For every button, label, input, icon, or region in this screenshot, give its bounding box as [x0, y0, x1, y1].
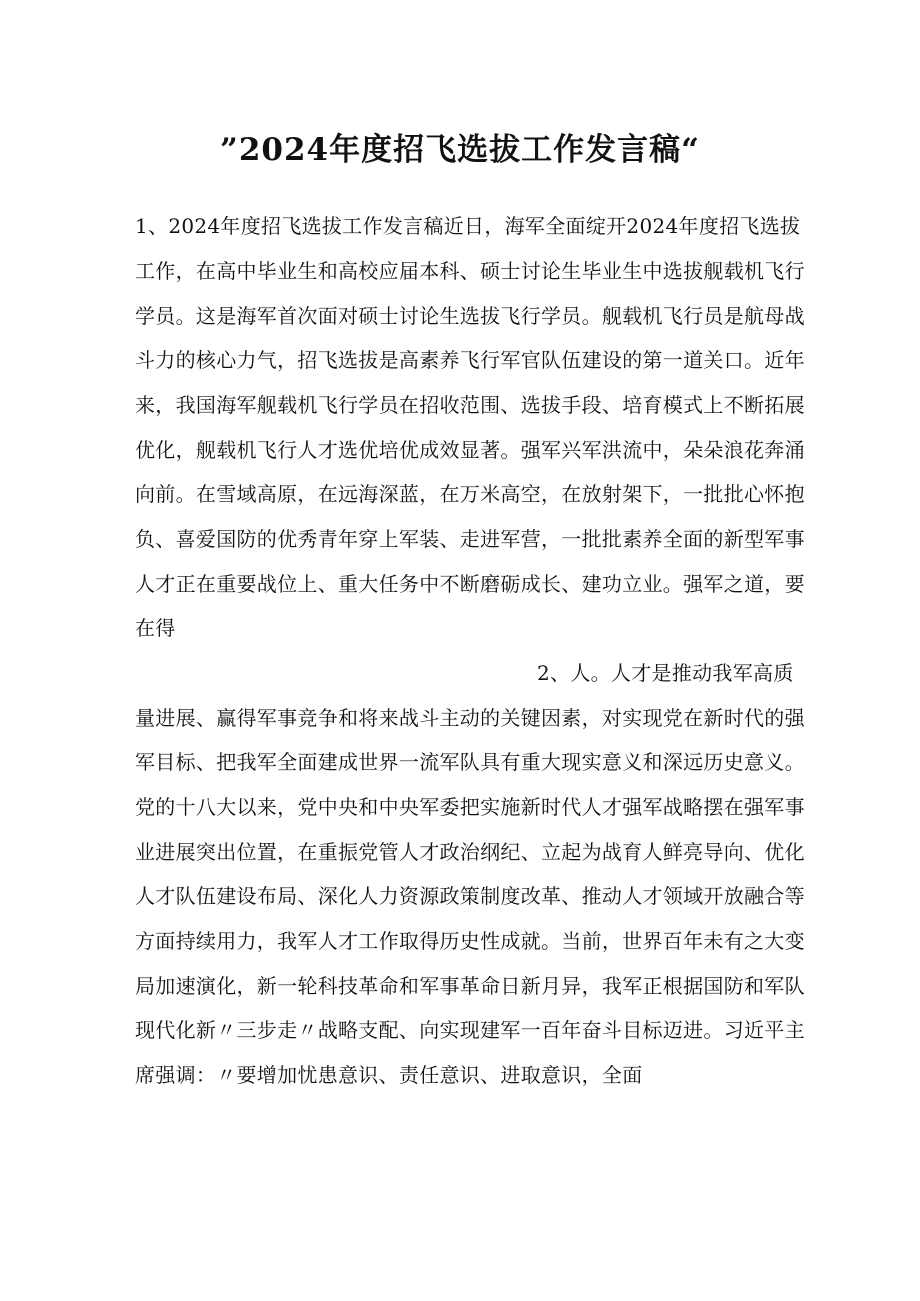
text-line: 2、人。人才是推动我军高质: [537, 661, 794, 685]
text-line: 党的十八大以来，党中央和中央军委把实施新时代人才强军战略摆在强军事: [135, 795, 805, 819]
text-line: 学员。这是海军首次面对硕士讨论生选拔飞行学员。舰载机飞行员是航母战: [135, 304, 805, 328]
text-line: 向前。在雪域高原，在远海深蓝，在万米高空，在放射架下，一批批心怀抱: [135, 482, 805, 506]
text-line: 优化，舰载机飞行人才选优培优成效显著。强军兴军洪流中，朵朵浪花奔涌: [135, 438, 805, 462]
text-line: 业进展突出位置，在重振党管人才政治纲纪、立起为战育人鲜亮导向、优化: [135, 840, 805, 864]
text-line: 方面持续用力，我军人才工作取得历史性成就。当前，世界百年未有之大变: [135, 929, 805, 953]
text-line: 量进展、赢得军事竞争和将来战斗主动的关键因素，对实现党在新时代的强: [135, 706, 805, 730]
text-line: 现代化新〃三步走〃战略支配、向实现建军一百年奋斗目标迈进。习近平主: [135, 1018, 805, 1042]
text-line: 人才正在重要战位上、重大任务中不断磨砺成长、建功立业。强军之道，要: [135, 572, 805, 596]
text-line: 负、喜爱国防的优秀青年穿上军装、走进军营，一批批素养全面的新型军事: [135, 527, 805, 551]
text-line: 人才队伍建设布局、深化人力资源政策制度改革、推动人才领域开放融合等: [135, 884, 805, 908]
text-line: 军目标、把我军全面建成世界一流军队具有重大现实意义和深远历史意义。: [135, 750, 805, 774]
text-line: 斗力的核心力气，招飞选拔是高素养飞行军官队伍建设的第一道关口。近年: [135, 348, 805, 372]
text-line: 局加速演化，新一轮科技革命和军事革命日新月异，我军正根据国防和军队: [135, 974, 805, 998]
text-line: 在得: [135, 616, 176, 640]
text-line: 1、2024年度招飞选拔工作发言稿近日，海军全面绽开2024年度招飞选拔: [135, 214, 801, 238]
text-line: 席强调：〃要增加忧患意识、责任意识、进取意识，全面: [135, 1063, 643, 1087]
text-line: 来，我国海军舰载机飞行学员在招收范围、选拔手段、培育模式上不断拓展: [135, 393, 805, 417]
text-line: 工作，在高中毕业生和高校应届本科、硕士讨论生毕业生中选拔舰载机飞行: [135, 259, 805, 283]
document-title: ”2024年度招飞选拔工作发言稿“: [220, 132, 700, 168]
